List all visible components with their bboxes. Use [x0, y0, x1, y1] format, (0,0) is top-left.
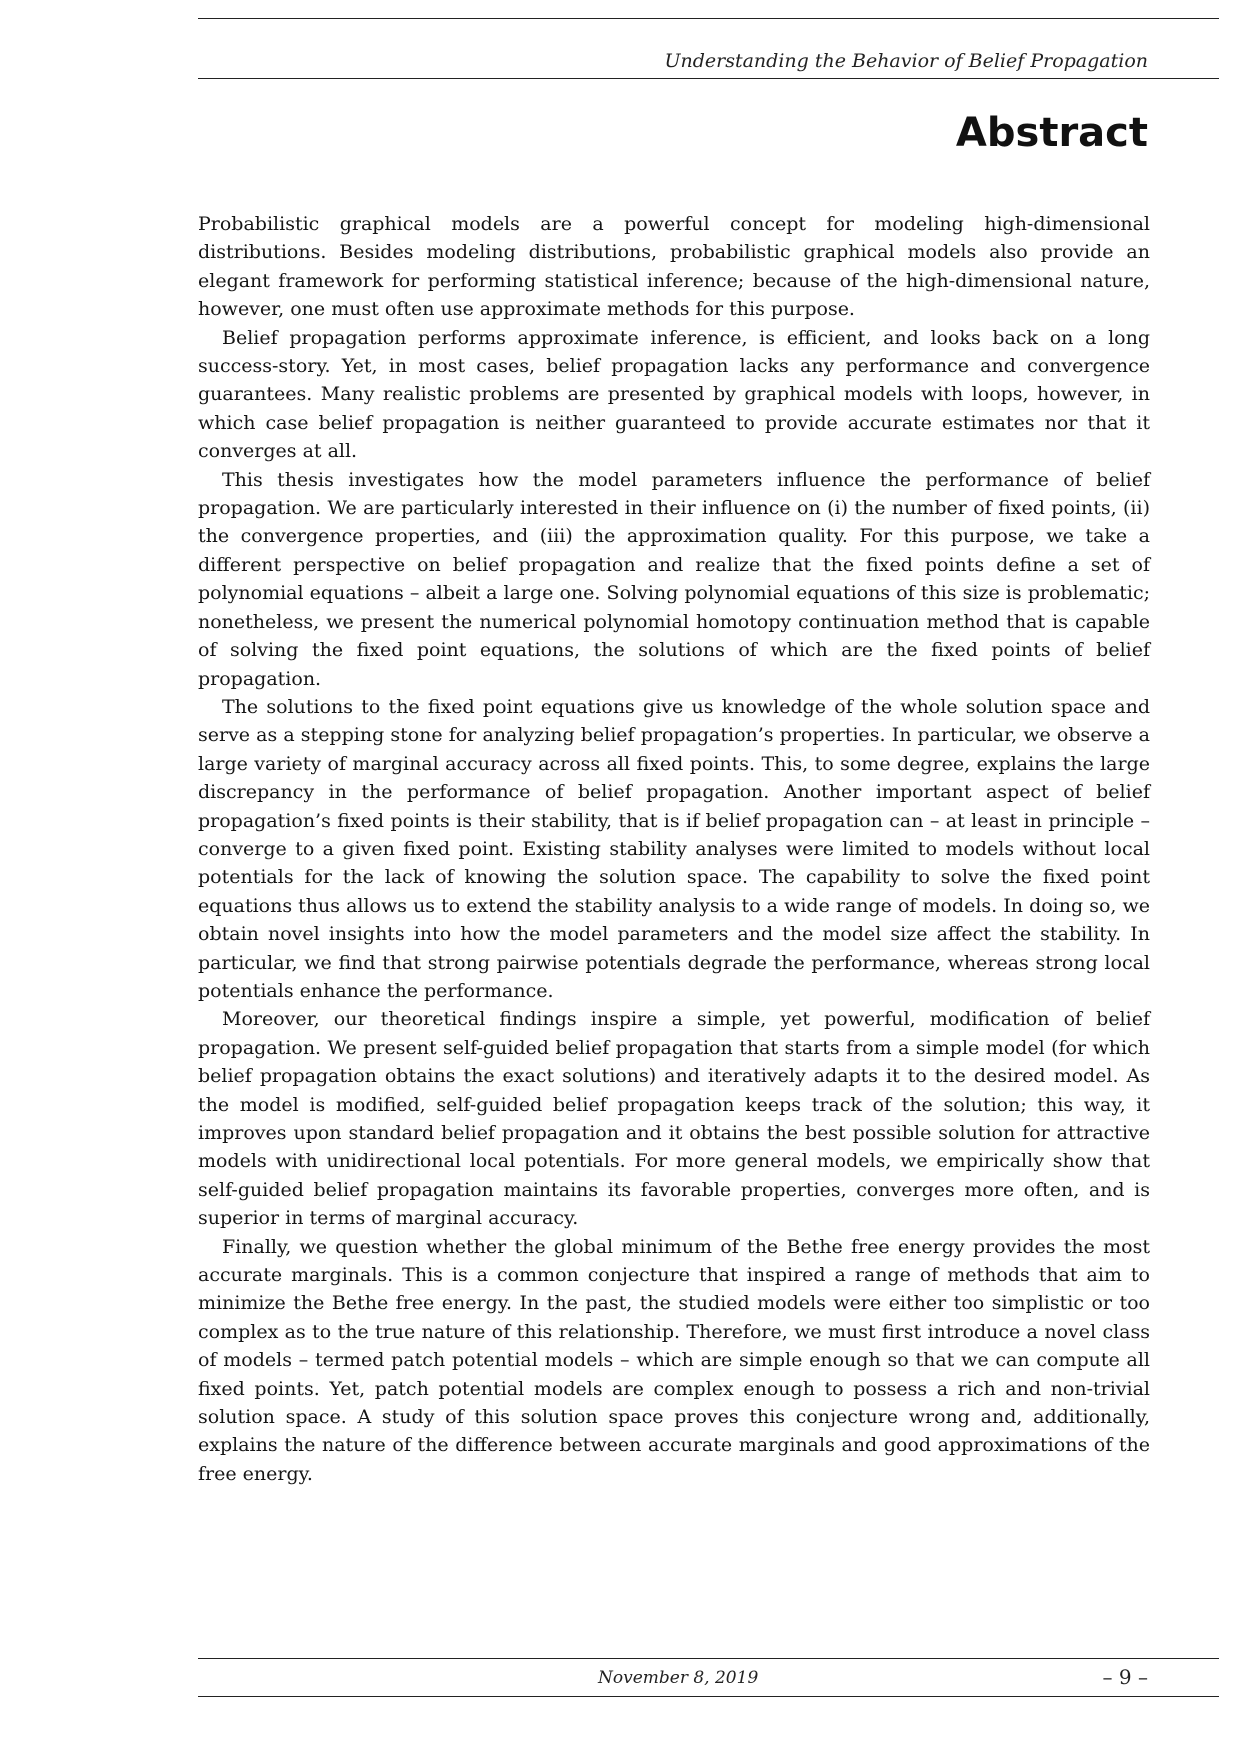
- top-rule: [198, 18, 1219, 19]
- paragraph-2: Belief propagation performs approximate inference, is efficient, and looks back on a long success-story. Yet, in most cases, belief propagation lacks any performance and convergence guarantees. Many realistic problems are presented by graphical models with loops, however, in which case belief propagation is neither guaranteed to provide accurate estimates nor that it converges at all.: [198, 326, 1150, 463]
- paragraph-4: The solutions to the fixed point equations give us knowledge of the whole solution space and serve as a stepping stone for analyzing belief propagation’s properties. In particular, we observe a large variety of marginal accuracy across all fixed points. This, to some degree, explains the large discrepancy in the performance of belief propagation. Another important aspect of belief propagation’s fixed points is their stability, that is if belief propagation can – at least in principle – converge to a given fixed point. Existing stability analyses were limited to models without local potentials for the lack of knowing the solution space. The capability to solve the fixed point equations thus allows us to extend the stability analysis to a wide range of models. In doing so, we obtain novel insights into how the model parameters and the model size affect the stability. In particular, we find that strong pairwise potentials degrade the performance, whereas strong local potentials enhance the performance.: [198, 695, 1150, 1002]
- header-rule: [198, 78, 1219, 79]
- footer-date: November 8, 2019: [598, 1668, 759, 1688]
- section-title: Abstract: [955, 110, 1148, 156]
- running-title: Understanding the Behavior of Belief Propagation: [664, 50, 1148, 72]
- abstract-body: [198, 210, 1150, 1488]
- paragraph-1: Probabilistic graphical models are a powerful concept for modeling high-dimensional distributions. Besides modeling distributions, probabilistic graphical models also provide an elegant framework for performing statistical inference; because of the high-dimensional nature, however, one must often use approximate methods for this purpose.: [198, 213, 1150, 321]
- footer-rule-bottom: [198, 1696, 1219, 1697]
- paragraph-3: This thesis investigates how the model parameters influence the performance of belief propagation. We are particularly interested in their influence on (i) the number of fixed points, (ii) the convergence properties, and (iii) the approximation quality. For this purpose, we take a different perspective on belief propagation and realize that the fixed points define a set of polynomial equations – albeit a large one. Solving polynomial equations of this size is problematic; nonetheless, we present the numerical polynomial homotopy continuation method that is capable of solving the fixed point equations, the solutions of which are the fixed points of belief propagation.: [198, 468, 1150, 690]
- page-number: – 9 –: [1102, 1665, 1148, 1689]
- footer-rule-top: [198, 1658, 1219, 1659]
- paragraph-5: Moreover, our theoretical findings inspire a simple, yet powerful, modification of belief propagation. We present self-guided belief propagation that starts from a simple model (for which belief propagation obtains the exact solutions) and iteratively adapts it to the desired model. As the model is modified, self-guided belief propagation keeps track of the solution; this way, it improves upon standard belief propagation and it obtains the best possible solution for attractive models with unidirectional local potentials. For more general models, we empirically show that self-guided belief propagation maintains its favorable properties, converges more often, and is superior in terms of marginal accuracy.: [198, 1008, 1150, 1230]
- paragraph-6: Finally, we question whether the global minimum of the Bethe free energy provides the most accurate marginals. This is a common conjecture that inspired a range of methods that aim to minimize the Bethe free energy. In the past, the studied models were either too simplistic or too complex as to the true nature of this relationship. Therefore, we must first introduce a novel class of models – termed patch potential models – which are simple enough so that we can compute all fixed points. Yet, patch potential models are complex enough to possess a rich and non-trivial solution space. A study of this solution space proves this conjecture wrong and, additionally, explains the nature of the difference between accurate marginals and good approximations of the free energy.: [198, 1235, 1150, 1485]
